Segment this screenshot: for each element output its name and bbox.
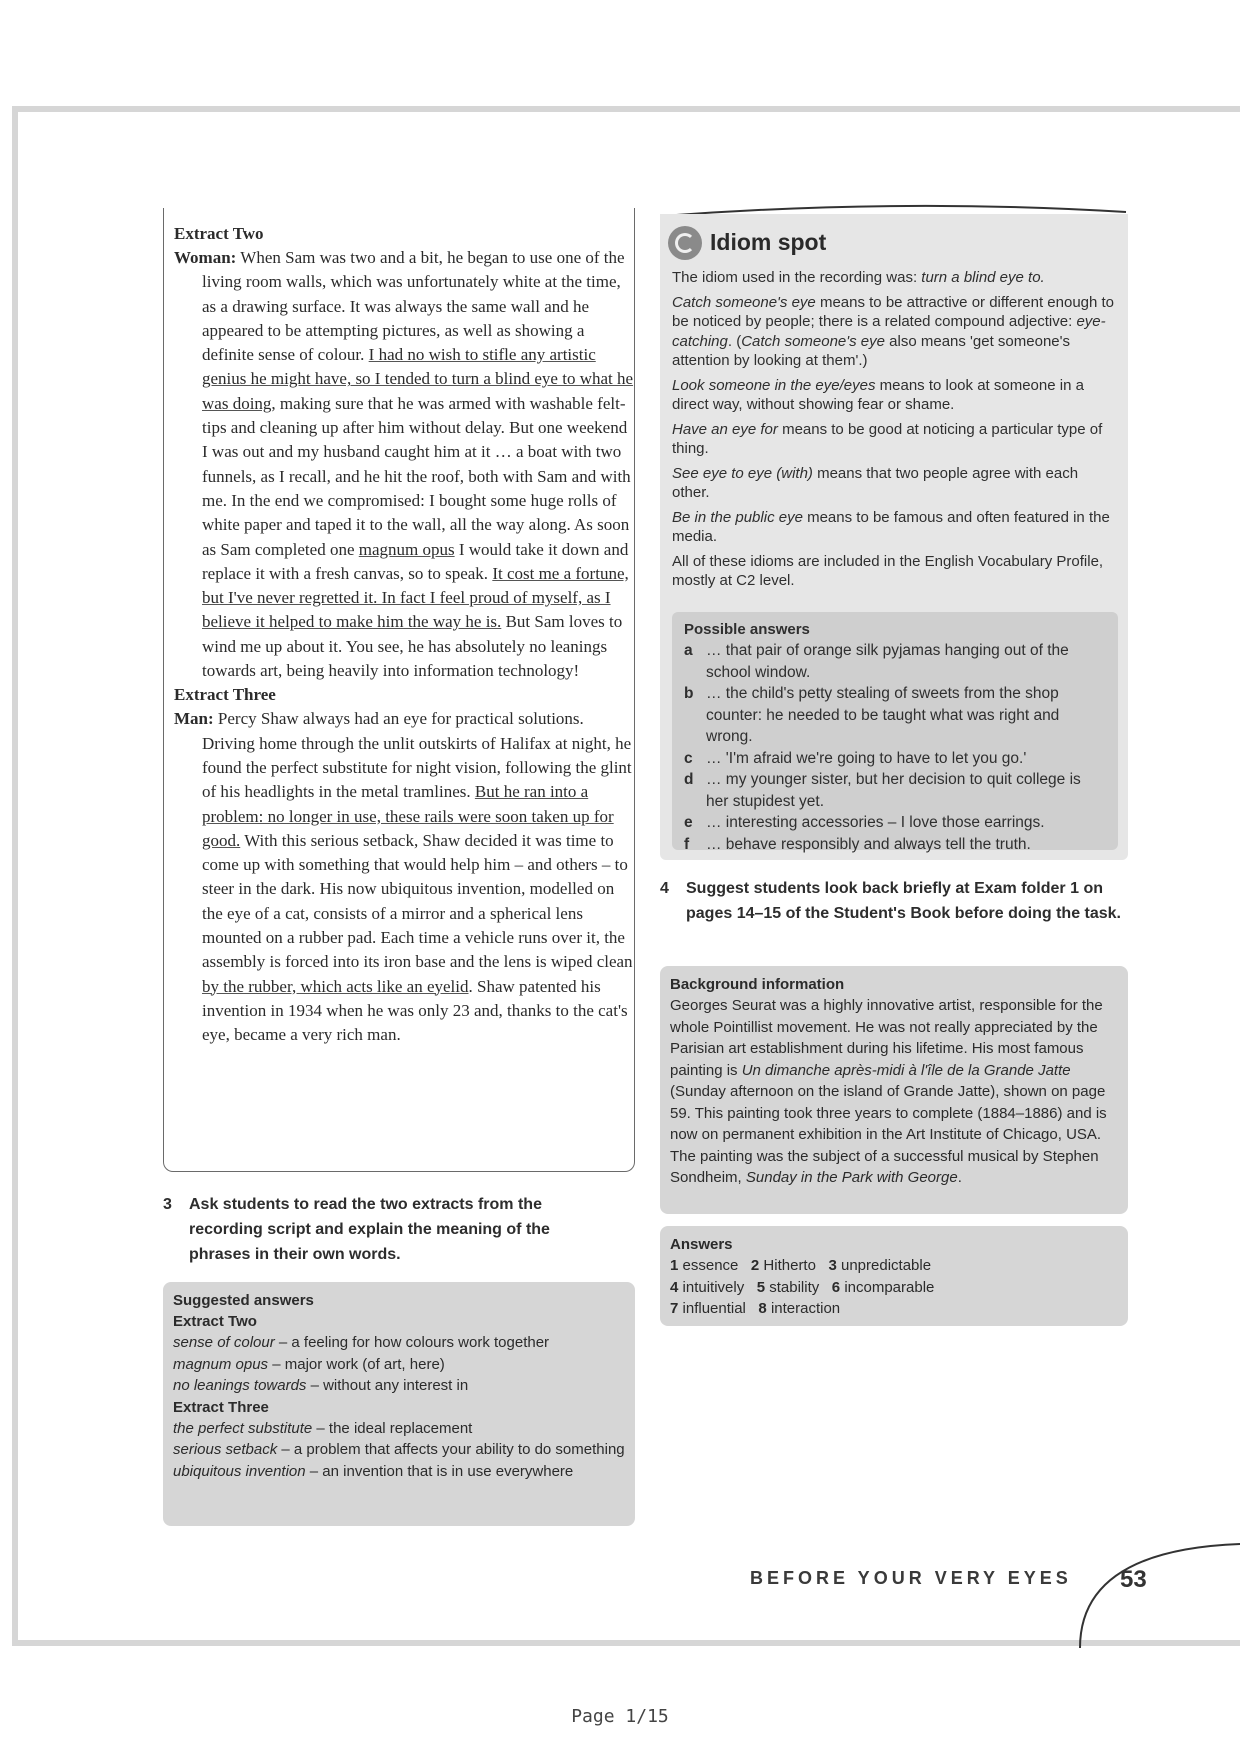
instruction-4 — [660, 876, 1130, 926]
instruction-4-number: 4 — [660, 880, 669, 897]
possible-answers-box — [672, 612, 1118, 853]
background-information-box — [660, 966, 1128, 1214]
idiom-definition: Catch someone's eye means to be attractive or different enough to be noticed by people; there is a related compound adjective: eye-catching. (Catch someone's eye also means 'get someone's attention by looking at them'.) — [672, 293, 1115, 369]
possible-answer: f … behave responsibly and always tell the truth. — [684, 835, 1031, 853]
possible-answer: a … that pair of orange silk pyjamas hanging out of the school window. — [684, 642, 1069, 681]
extract-two-text: Woman: When Sam was two and a bit, he began to use one of the living room walls, which was unfortunately white at the time, as a drawing surface. It was always the same wall and he appeared to be attempting pictures, as well as showing a definite sense of colour. I had no wish to stifle any artistic genius he might have, so I tended to turn a blind eye to what he was doing, making sure that he was armed with washable felt-tips and cleaning up after him without delay. But one weekend I was out and my husband caught him at it … a boat with two funnels, as I recall, and he hit the roof, both with Sam and with me. In the end we compromised: I bought some huge rolls of white paper and taped it to the wall, all the way along. As soon as Sam completed one magnum opus I would take it down and replace it with a fresh canvas, so to speak. It cost me a fortune, but I've never regretted it. In fact I feel proud of myself, as I believe it helped to make him the way he is. But Sam loves to wind me up about it. You see, he has absolutely no leanings towards art, being heavily into information technology! — [174, 248, 634, 681]
suggested-answers-heading: Suggested answers — [173, 1292, 314, 1309]
possible-answer: c … 'I'm afraid we're going to have to let you go.' — [684, 749, 1027, 767]
answers-heading: Answers — [670, 1236, 733, 1253]
recording-script-box — [163, 208, 635, 1172]
suggested-sub-extract-two: Extract Two — [173, 1313, 257, 1330]
idiom-definition: Look someone in the eye/eyes means to look at someone in a direct way, without showing fear or shame. — [672, 376, 1084, 413]
page-number-curve — [1070, 1540, 1240, 1650]
suggested-answers-box — [163, 1282, 635, 1526]
suggested-sub-extract-three: Extract Three — [173, 1398, 269, 1416]
idiom-title: Idiom spot — [710, 229, 827, 256]
instruction-3-number: 3 — [163, 1196, 172, 1213]
idiom-definition: Be in the public eye means to be famous and often featured in the media. — [672, 508, 1110, 545]
answers-box — [660, 1226, 1128, 1326]
suggested-row: serious setback – a problem that affects your ability to do something — [173, 1441, 625, 1458]
suggested-row: no leanings towards – without any interest in — [173, 1377, 469, 1394]
extract-three-text: Man: Percy Shaw always had an eye for practical solutions. Driving home through the unlit outskirts of Halifax at night, he found the perfect substitute for night vision, following the glint of his headlights in the metal tramlines. But he ran into a problem: no longer in use, these rails were soon taken up for good. With this serious setback, Shaw decided it was time to come up with something that would help him – and others – to steer in the dark. His now ubiquitous invention, modelled on the eye of a cat, consists of a mirror and a spherical lens mounted on a rubber pad. Each time a vehicle runs over it, the assembly is forced into its iron base and the lens is wiped clean by the rubber, which acts like an eyelid. Shaw patented his invention in 1934 when he was only 23 and, thanks to the cat's eye, became a very rich man. — [174, 709, 633, 1045]
possible-answer: e … interesting accessories – I love those earrings. — [684, 814, 1045, 831]
idiom-note: All of these idioms are included in the English Vocabulary Profile, mostly at C2 level. — [672, 552, 1104, 589]
suggested-row: sense of colour – a feeling for how colours work together — [173, 1334, 550, 1351]
page-number: 53 — [1120, 1566, 1147, 1593]
instruction-3 — [163, 1192, 603, 1267]
background-heading: Background information — [670, 976, 845, 993]
suggested-row: ubiquitous invention – an invention that is in use everywhere — [173, 1462, 574, 1480]
idiom-definition: See eye to eye (with) means that two people agree with each other. — [672, 464, 1079, 501]
idiom-spot-icon — [668, 226, 702, 260]
possible-answer: b … the child's petty stealing of sweets from the shop counter: he needed to be taught what was right and wrong. — [684, 685, 1060, 745]
extract-three-heading: Extract Three — [174, 685, 276, 705]
speaker-man: Man: — [174, 709, 214, 729]
idiom-spot-panel — [660, 198, 1128, 860]
possible-answers-heading: Possible answers — [684, 621, 810, 638]
answers-line-1: 1 essence 2 Hitherto 3 unpredictable — [670, 1257, 932, 1274]
answers-line-2: 4 intuitively 5 stability 6 incomparable — [670, 1278, 935, 1296]
speaker-woman: Woman: — [174, 248, 237, 267]
extract-two-heading: Extract Two — [174, 224, 264, 243]
idiom-title-row — [668, 226, 1116, 260]
suggested-row: the perfect substitute – the ideal replacement — [173, 1419, 473, 1437]
instruction-3-text: Ask students to read the two extracts from the recording script and explain the meaning of the phrases in their own words. — [189, 1196, 550, 1263]
idiom-intro: The idiom used in the recording was: turn a blind eye to. — [672, 269, 1045, 286]
suggested-row: magnum opus – major work (of art, here) — [173, 1355, 445, 1373]
possible-answer: d … my younger sister, but her decision to quit college is her stupidest yet. — [684, 771, 1081, 810]
instruction-4-text: Suggest students look back briefly at Exam folder 1 on pages 14–15 of the Student's Book before doing the task. — [686, 880, 1121, 922]
unit-title: BEFORE YOUR VERY EYES — [750, 1568, 1072, 1588]
background-text: Georges Seurat was a highly innovative artist, responsible for the whole Pointillist movement. He was not really appreciated by the Parisian art establishment during his lifetime. His most famous painting is Un dimanche après-midi à l'île de la Grande Jatte (Sunday afternoon on the island of Grande Jatte), shown on page 59. This painting took three years to complete (1884–1886) and is now on permanent exhibition in the Art Institute of Chicago, USA. The painting was the subject of a successful musical by Stephen Sondheim, Sunday in the Park with George. — [670, 997, 1107, 1186]
viewer-page-indicator: Page 1/15 — [571, 1706, 669, 1727]
answers-line-3: 7 influential 8 interaction — [670, 1300, 841, 1317]
idiom-definition: Have an eye for means to be good at noticing a particular type of thing. — [672, 420, 1103, 457]
idiom-content — [660, 214, 1128, 860]
